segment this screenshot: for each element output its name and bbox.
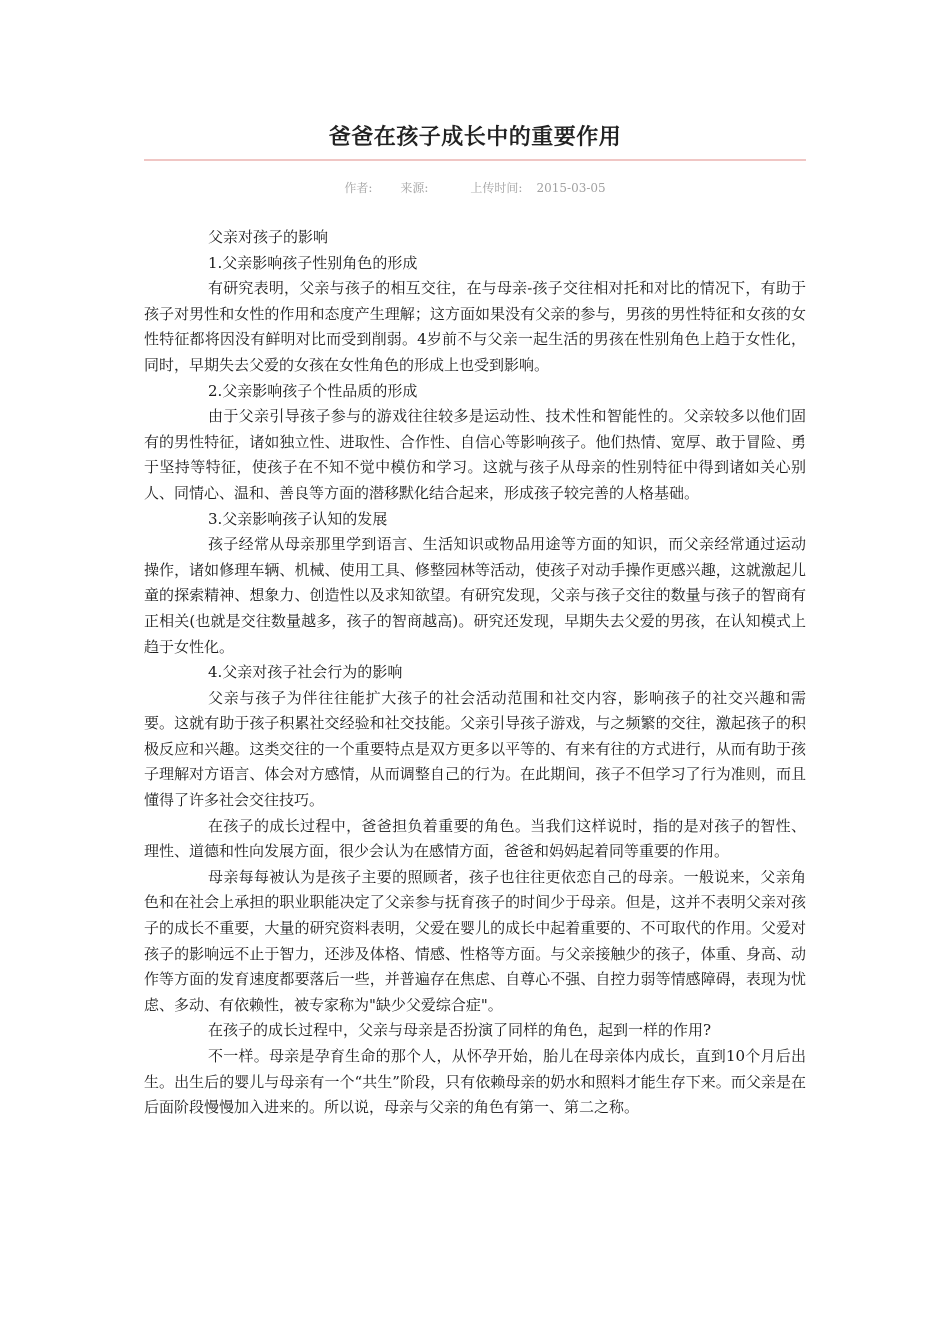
upload-time — [456, 181, 605, 195]
paragraph: 有研究表明，父亲与孩子的相互交往，在与母亲-孩子交往相对托和对比的情况下，有助于孩子对男性和女性的作用和态度产生理解；这方面如果没有父亲的参与，男孩的男性特征和女孩的女性特征都将因没有鲜明对比而受到削弱。4岁前不与父亲一起生活的男孩在性别角色上趋于女性化，同时，早期失去父爱的女孩在女性角色的形成上也受到影响。 — [144, 279, 806, 374]
upload-time-label: 上传时间: — [470, 181, 523, 195]
paragraph: 在孩子的成长过程中，父亲与母亲是否扮演了同样的角色，起到一样的作用? — [208, 1021, 712, 1040]
section-heading: 父亲对孩子的影响 — [208, 228, 329, 246]
paragraph: 父亲与孩子为伴往往能扩大孩子的社会活动范围和社交内容，影响孩子的社交兴趣和需要。这就有助于孩子积累社交经验和社交技能。父亲引导孩子游戏，与之频繁的交往，激起孩子的积极反应和兴趣。这类交往的一个重要特点是双方更多以平等的、有来有往的方式进行，从而有助于孩子理解对方语言、体会对方感情，从而调整自己的行为。在此期间，孩子不但学习了行为准则，而且懂得了许多社会交往技巧。 — [144, 688, 806, 810]
subsection-heading: 3.父亲影响孩子认知的发展 — [208, 509, 388, 528]
upload-time-value: 2015-03-05 — [536, 181, 606, 195]
paragraph: 母亲每每被认为是孩子主要的照顾者，孩子也往往更依恋自己的母亲。一般说来，父亲角色和在社会上承担的职业职能决定了父亲参与抚育孩子的时间少于母亲。但是，这并不表明父亲对孩子的成长不重要，大量的研究资料表明，父爱在婴儿的成长中起着重要的、不可取代的作用。父爱对孩子的影响远不止于智力，还涉及体格、情感、性格等方面。与父亲接触少的孩子，体重、身高、动作等方面的发育速度都要落后一些，并普遍存在焦虑、自尊心不强、自控力弱等情感障碍，表现为忧虑、多动、有依赖性，被专家称为"缺少父爱综合症"。 — [144, 867, 806, 1014]
paragraph: 孩子经常从母亲那里学到语言、生活知识或物品用途等方面的知识，而父亲经常通过运动操作，诸如修理车辆、机械、使用工具、修整园林等活动，使孩子对动手操作更感兴趣，这就激起儿童的探索精神、想象力、创造性以及求知欲望。有研究发现，父亲与孩子交往的数量与孩子的智商有正相关(也就是交往数量越多，孩子的智商越高)。研究还发现，早期失去父爱的男孩，在认知模式上趋于女性化。 — [144, 535, 806, 656]
author-label: 作者: — [344, 181, 373, 195]
source-label: 来源: — [400, 181, 429, 195]
paragraph: 在孩子的成长过程中，爸爸担负着重要的角色。当我们这样说时，指的是对孩子的智性、理性、道德和性向发展方面，很少会认为在感情方面，爸爸和妈妈起着同等重要的作用。 — [144, 816, 806, 861]
page-title: 爸爸在孩子成长中的重要作用 — [328, 125, 622, 150]
article-meta — [144, 179, 806, 196]
subsection-heading: 1.父亲影响孩子性别角色的形成 — [208, 253, 418, 272]
title-divider — [144, 159, 806, 161]
paragraph: 由于父亲引导孩子参与的游戏往往较多是运动性、技术性和智能性的。父亲较多以他们固有的男性特征，诸如独立性、进取性、合作性、自信心等影响孩子。他们热情、宽厚、敢于冒险、勇于坚持等特征，使孩子在不知不觉中模仿和学习。这就与孩子从母亲的性别特征中得到诸如关心别人、同情心、温和、善良等方面的潜移默化结合起来，形成孩子较完善的人格基础。 — [144, 407, 806, 502]
paragraph: 不一样。母亲是孕育生命的那个人，从怀孕开始，胎儿在母亲体内成长，直到10个月后出生。出生后的婴儿与母亲有一个“共生”阶段，只有依赖母亲的奶水和照料才能生存下来。而父亲是在后面阶段慢慢加入进来的。所以说，母亲与父亲的角色有第一、第二之称。 — [144, 1047, 806, 1117]
subsection-heading: 2.父亲影响孩子个性品质的形成 — [208, 381, 418, 400]
subsection-heading: 4.父亲对孩子社会行为的影响 — [208, 663, 403, 682]
article-body — [144, 225, 806, 1121]
